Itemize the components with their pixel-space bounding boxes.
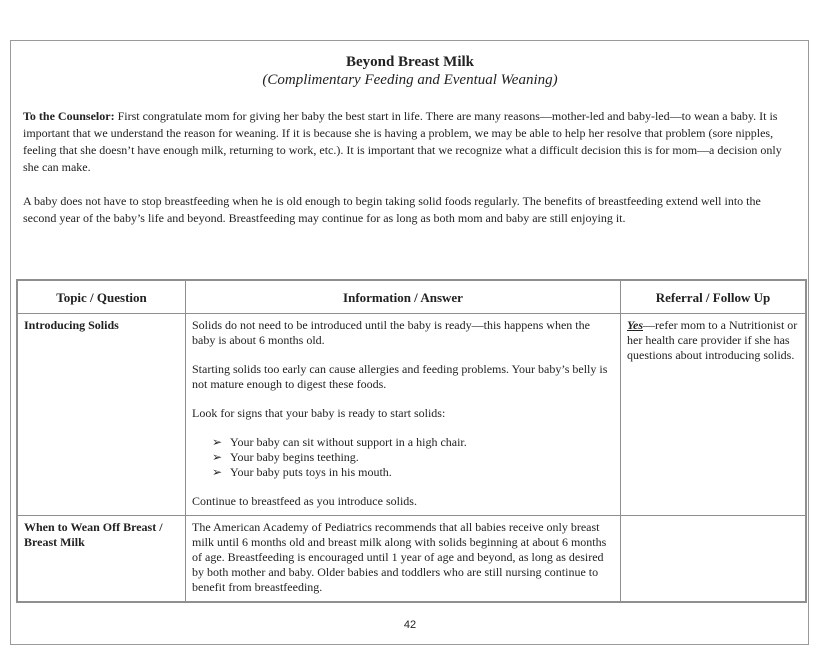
row1-topic: Introducing Solids: [24, 318, 119, 332]
row1-referral-cell: [621, 314, 807, 516]
arrow-bullet-icon: ➢: [212, 450, 223, 464]
row2-answer-cell: [186, 516, 621, 603]
list-item: [212, 435, 614, 450]
info-table: [16, 279, 807, 603]
row1-topic-cell: [17, 314, 186, 516]
counselor-note-lead: To the Counselor:: [23, 109, 115, 123]
row2-topic-cell: [17, 516, 186, 603]
arrow-bullet-icon: ➢: [212, 465, 223, 479]
row1-answer-p2: Starting solids too early can cause allergies and feeding problems. Your baby’s belly is not mature enough to digest these foods.: [192, 362, 608, 391]
row2-answer: The American Academy of Pediatrics recommends that all babies receive only breast milk until 6 months old and breast milk along with solids beginning at about 6 months of age. Breastfeeding is encouraged until 1 year of age and beyond, as long as desired by both mother and baby. Older babies and toddlers who are still nursing continue to benefit from breastfeeding.: [192, 520, 607, 594]
list-item-text: Your baby can sit without support in a high chair.: [230, 435, 467, 449]
counselor-note: [23, 108, 793, 176]
row2-referral-cell: [621, 516, 807, 603]
signs-list: [192, 435, 614, 480]
row1-answer-p1: Solids do not need to be introduced until the baby is ready—this happens when the baby is about 6 months old.: [192, 318, 590, 347]
referral-yes: Yes: [627, 318, 643, 332]
document-title: Beyond Breast Milk: [345, 54, 475, 70]
list-item-text: Your baby begins teething.: [230, 450, 359, 464]
table-row: [17, 516, 806, 603]
arrow-bullet-icon: ➢: [212, 435, 223, 449]
header-information: Information / Answer: [186, 280, 621, 314]
row1-answer-p3: Look for signs that your baby is ready to start solids:: [192, 406, 446, 420]
page-number: 42: [403, 619, 417, 631]
intro-paragraph: A baby does not have to stop breastfeeding when he is old enough to begin taking solid foods regularly. The benefits of breastfeeding extend well into the second year of the baby’s life and beyond. Breastfeeding may continue for as long as both mom and baby are still enjoying it.: [23, 194, 761, 225]
table-header-row: [17, 280, 806, 314]
document-subtitle: (Complimentary Feeding and Eventual Weaning): [262, 72, 558, 88]
referral-text: —refer mom to a Nutritionist or her health care provider if she has questions about introducing solids.: [627, 318, 798, 362]
row1-answer-cell: [186, 314, 621, 516]
list-item: [212, 450, 614, 465]
header-referral: Referral / Follow Up: [621, 280, 807, 314]
row2-topic: When to Wean Off Breast / Breast Milk: [24, 520, 163, 549]
row1-answer-p4: Continue to breastfeed as you introduce solids.: [192, 494, 417, 508]
table-row: [17, 314, 806, 516]
counselor-note-text: First congratulate mom for giving her baby the best start in life. There are many reasons—mother-led and baby-led—to wean a baby. It is important that we understand the reason for weaning. If it is because she is having a problem, we may be able to help her resolve that problem (sore nipples, feeling that she doesn’t have enough milk, returning to work, etc.). It is important that we recognize what a difficult decision this is for mom—a decision only she can make.: [23, 109, 782, 174]
list-item-text: Your baby puts toys in his mouth.: [230, 465, 392, 479]
list-item: [212, 465, 614, 480]
header-topic: Topic / Question: [17, 280, 186, 314]
